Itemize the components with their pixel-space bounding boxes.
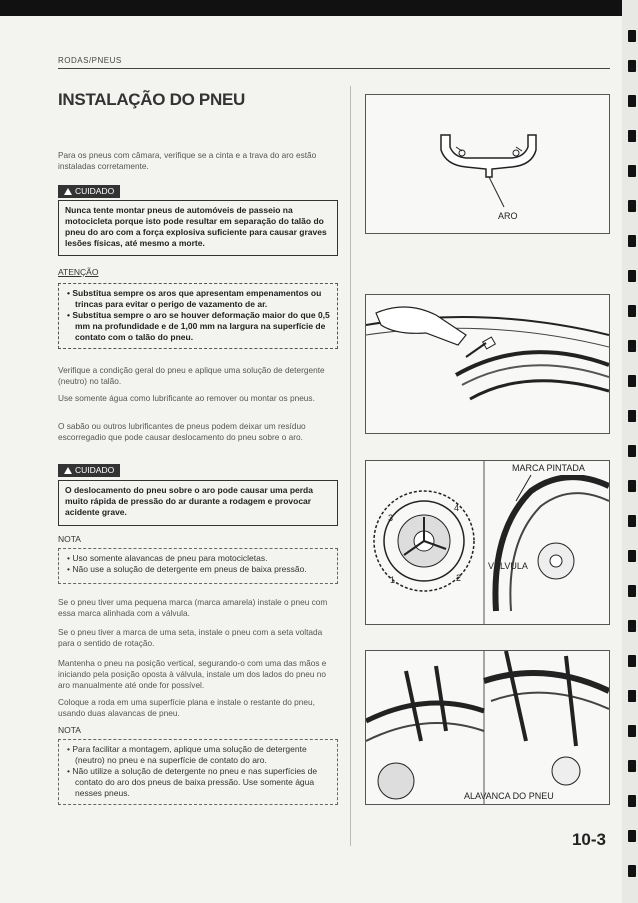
- binding-hole: [628, 865, 636, 877]
- binding-hole: [628, 550, 636, 562]
- paragraph-2: Verifique a condição geral do pneu e aplique uma solução de detergente (neutro) no talão.: [58, 365, 325, 386]
- fig-number: 1: [390, 575, 396, 585]
- binding-hole: [628, 340, 636, 352]
- atencao-item: • Substitua sempre o aro se houver deformação maior do que 0,5 mm na profundidade e de 1,00 mm na largura na superfície de contato com o talão do pneu.: [67, 310, 331, 343]
- cuidado-label-2: [58, 464, 120, 477]
- figure-rim-section: [365, 94, 610, 234]
- tire-lever-label: ALAVANCA DO PNEU: [464, 791, 554, 801]
- binding-hole: [628, 375, 636, 387]
- cuidado-label-text: CUIDADO: [75, 186, 115, 196]
- binding-hole: [628, 30, 636, 42]
- binding-hole: [628, 480, 636, 492]
- cuidado-text-2: O deslocamento do pneu sobre o aro pode causar uma perda muito rápida de pressão do ar durante a rodagem e provocar acidente grave.: [65, 485, 313, 517]
- binding-hole: [628, 585, 636, 597]
- paragraph-6: Se o pneu tiver a marca de uma seta, instale o pneu com a seta voltada para o sentido de rotação.: [58, 627, 323, 648]
- nota-label-2: NOTA: [58, 725, 81, 735]
- page-title: INSTALAÇÃO DO PNEU: [58, 90, 245, 109]
- warning-icon: [64, 467, 72, 474]
- intro-paragraph: Para os pneus com câmara, verifique se a cinta e a trava do aro estão instaladas corretamente.: [58, 150, 317, 171]
- binding-hole: [628, 760, 636, 772]
- binding-hole: [628, 515, 636, 527]
- binding-hole: [628, 200, 636, 212]
- nota-box-1: [58, 548, 338, 584]
- rim-section-drawing: [366, 95, 609, 233]
- cuidado-box-1: [58, 200, 338, 256]
- binding-hole: [628, 830, 636, 842]
- paint-mark-label: MARCA PINTADA: [512, 463, 585, 473]
- nota-item: • Não utilize a solução de detergente no pneu e nas superfícies de contato do aro dos pneus de baixa pressão. Use somente água nesses pneus.: [67, 766, 331, 799]
- binding-hole: [628, 725, 636, 737]
- binding-strip: [622, 0, 638, 903]
- header-rule: [58, 68, 610, 69]
- atencao-item: • Substitua sempre os aros que apresentam empenamentos ou trincas para evitar o perigo de vazamento de ar.: [67, 288, 331, 310]
- paragraph-5: Se o pneu tiver uma pequena marca (marca amarela) instale o pneu com essa marca alinhada com a válvula.: [58, 597, 328, 618]
- cuidado-label-text: CUIDADO: [75, 465, 115, 475]
- figure-apply-detergent: [365, 294, 610, 434]
- mark-valve-drawing: [366, 461, 609, 624]
- binding-hole: [628, 655, 636, 667]
- tire-levers-drawing: [366, 651, 609, 804]
- nota-item: • Não use a solução de detergente em pneus de baixa pressão.: [67, 564, 331, 575]
- binding-hole: [628, 130, 636, 142]
- paragraph-4: O sabão ou outros lubrificantes de pneus podem deixar um resíduo escorregadio que pode causar deslocamento do pneu sobre o aro.: [58, 421, 306, 442]
- binding-hole: [628, 305, 636, 317]
- paragraph-8: Coloque a roda em uma superfície plana e instale o restante do pneu, usando duas alavancas de pneu.: [58, 697, 315, 718]
- valve-label: VÁLVULA: [488, 561, 528, 571]
- binding-hole: [628, 690, 636, 702]
- fig-number: 3: [388, 513, 394, 523]
- figure-mark-valve: [365, 460, 610, 625]
- binding-hole: [628, 445, 636, 457]
- paragraph-3: Use somente água como lubrificante ao remover ou montar os pneus.: [58, 393, 315, 403]
- fig-number: 4: [454, 503, 460, 513]
- cuidado-text-1: Nunca tente montar pneus de automóveis de passeio na motocicleta porque isto pode resultar em separação do talão do pneu do aro com a força explosiva suficiente para causar graves lesões físicas, até mesmo a morte.: [65, 205, 327, 248]
- warning-icon: [64, 188, 72, 195]
- fig-number: 2: [456, 573, 462, 583]
- binding-hole: [628, 95, 636, 107]
- rim-label: ARO: [498, 211, 518, 221]
- section-header: RODAS/PNEUS: [58, 56, 122, 65]
- binding-hole: [628, 165, 636, 177]
- figure-tire-levers: [365, 650, 610, 805]
- cuidado-label-1: [58, 185, 120, 198]
- nota-item: • Uso somente alavancas de pneu para motocicletas.: [67, 553, 331, 564]
- column-divider: [350, 86, 351, 846]
- nota-label-1: NOTA: [58, 534, 81, 544]
- top-dark-edge: [0, 0, 638, 16]
- cuidado-box-2: [58, 480, 338, 526]
- atencao-box: [58, 283, 338, 349]
- binding-hole: [628, 795, 636, 807]
- binding-hole: [628, 410, 636, 422]
- binding-hole: [628, 270, 636, 282]
- nota-item: • Para facilitar a montagem, aplique uma solução de detergente (neutro) no pneu e na superfície de contato do aro.: [67, 744, 331, 766]
- binding-hole: [628, 60, 636, 72]
- paragraph-7: Mantenha o pneu na posição vertical, segurando-o com uma das mãos e iniciando pela posição oposta à válvula, instale um dos lados do pneu no aro manualmente até onde for possível.: [58, 658, 327, 690]
- nota-box-2: [58, 739, 338, 805]
- binding-hole: [628, 235, 636, 247]
- page-number: 10-3: [571, 830, 606, 849]
- atencao-label: ATENÇÃO: [58, 267, 99, 277]
- detergent-drawing: [366, 295, 609, 433]
- binding-hole: [628, 620, 636, 632]
